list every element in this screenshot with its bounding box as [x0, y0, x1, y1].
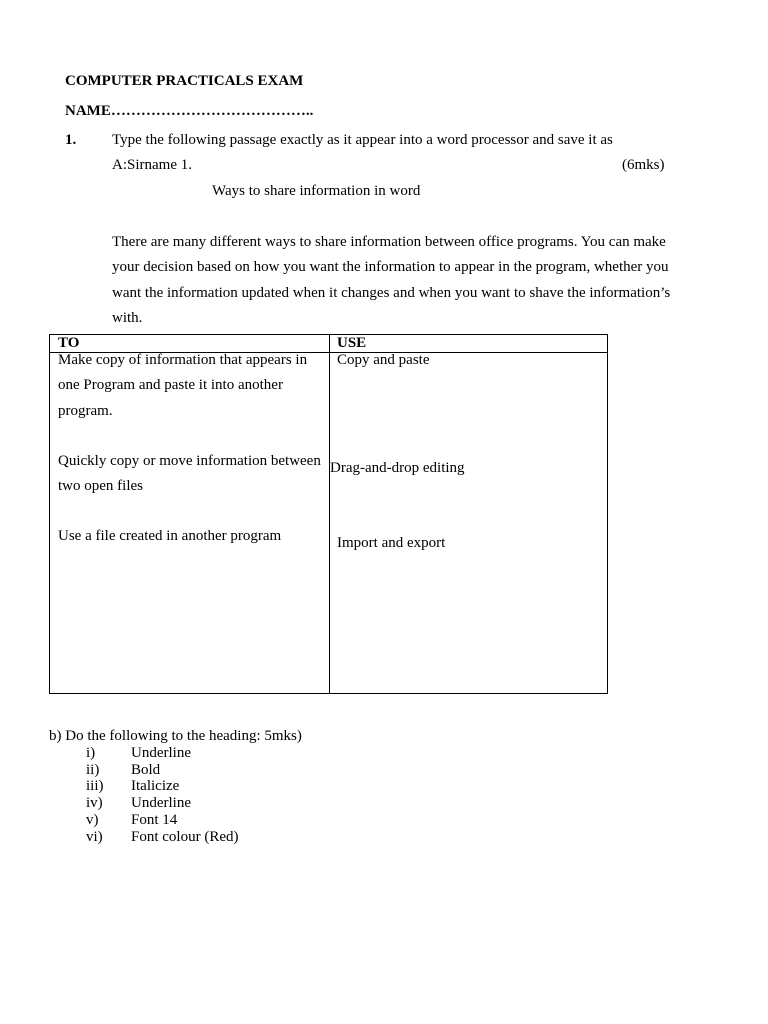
table-row-2-use: Drag-and-drop editing	[330, 460, 465, 476]
table-header-use: USE	[337, 335, 367, 351]
marks-label: (6mks)	[622, 157, 665, 173]
list-item-text: Italicize	[131, 778, 180, 794]
part-b-instruction: b) Do the following to the heading: 5mks)	[49, 728, 302, 744]
save-as-text: A:Sirname 1.	[112, 157, 192, 173]
list-item-number: ii)	[86, 762, 100, 778]
passage-heading: Ways to share information in word	[212, 183, 421, 199]
table-row-1-use: Copy and paste	[337, 352, 430, 368]
list-item-number: iv)	[86, 795, 103, 811]
list-item-text: Underline	[131, 745, 191, 761]
table-row-1-to: Make copy of information that appears in one Program and paste it into another program.	[58, 352, 308, 419]
list-item-text: Bold	[131, 762, 161, 778]
list-item	[0, 745, 400, 762]
list-item	[0, 778, 400, 795]
list-item	[0, 829, 400, 846]
list-item-number: iii)	[86, 778, 104, 794]
list-item-number: i)	[86, 745, 96, 761]
list-item-text: Font 14	[131, 812, 178, 828]
list-item-text: Font colour (Red)	[131, 829, 239, 845]
table-row-3-to: Use a file created in another program	[58, 528, 282, 544]
question-number: 1.	[65, 132, 77, 148]
list-item	[0, 812, 400, 829]
list-item-number: vi)	[86, 829, 103, 845]
question-text: Type the following passage exactly as it appear into a word processor and save it as	[112, 132, 613, 148]
table-row-2-to: Quickly copy or move information between two open files	[58, 453, 321, 495]
name-line: NAME…………………………………..	[65, 103, 314, 119]
table-row-3-use: Import and export	[337, 535, 446, 551]
list-item-text: Underline	[131, 795, 191, 811]
list-item-number: v)	[86, 812, 99, 828]
table-column-divider	[329, 335, 330, 693]
table-header-to: TO	[58, 335, 80, 351]
exam-title: COMPUTER PRACTICALS EXAM	[65, 73, 304, 89]
list-item	[0, 795, 400, 812]
passage-body: There are many different ways to share information between office programs. You can make your decision based on how you want the information to appear in the program, whether you want the information updated when it changes and when you want to shave the information’s with.	[112, 234, 671, 326]
list-item	[0, 762, 400, 779]
share-info-table	[49, 334, 608, 694]
